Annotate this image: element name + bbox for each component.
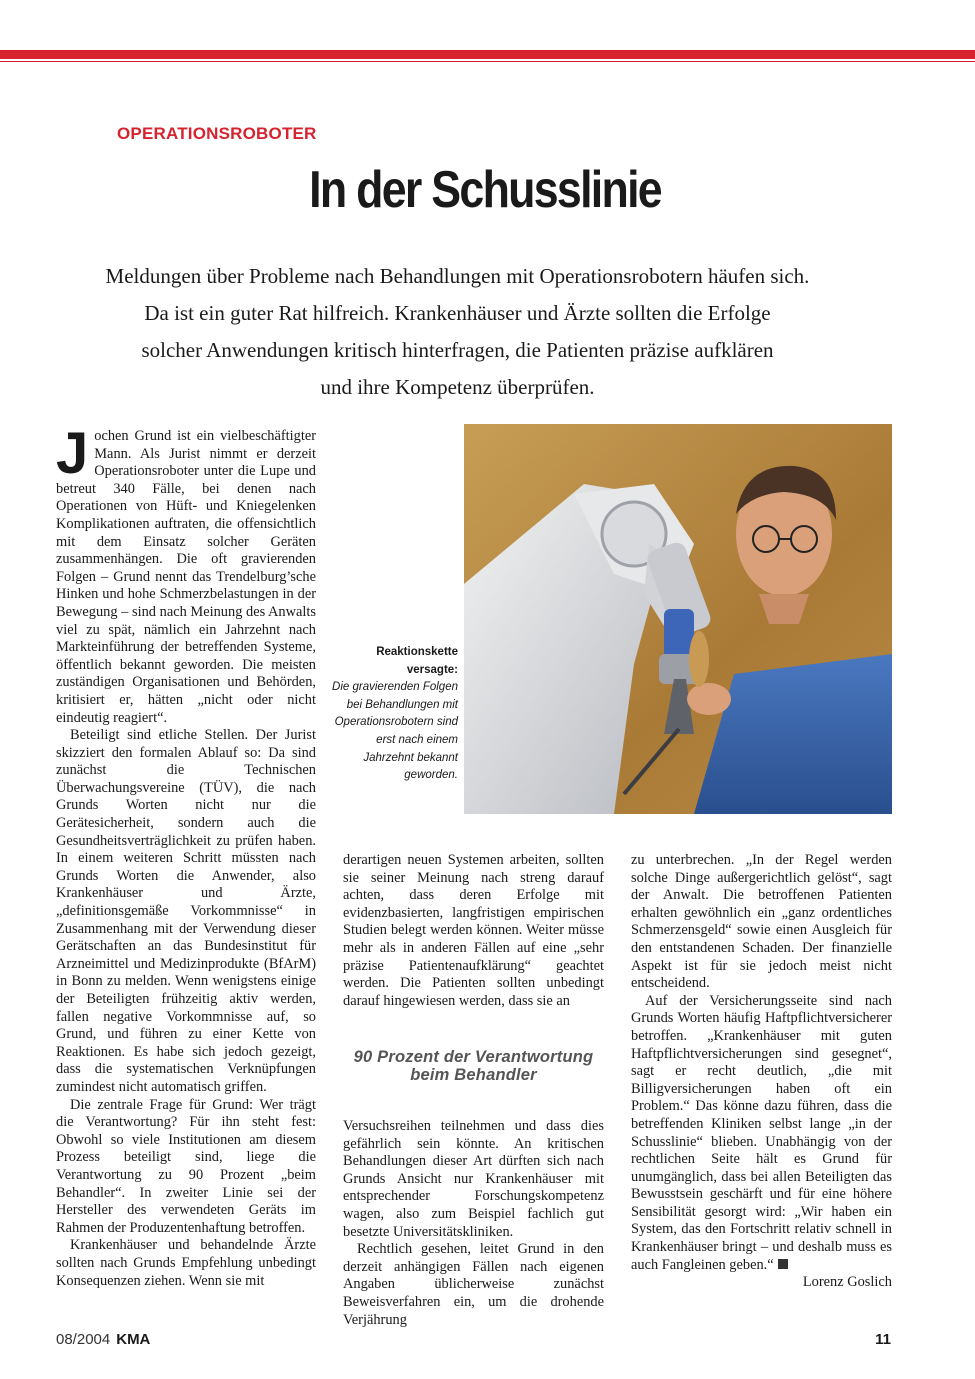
lead-line: Da ist ein guter Rat hilfreich. Krankenhäuser und Ärzte sollten die Erfolge (144, 301, 771, 325)
body-column-1 (56, 421, 316, 1290)
paragraph: Auf der Versicherungsseite sind nach Grunds Worten häufig Haftpflichtversicherer betroffen. „Krankenhäuser mit guten Haftpflichtversicherungen sind gesegnet“, sagt er recht deutlich, „die mit Billigversicherungen haben oft ein Problem.“ Das könne dazu führen, dass die betreffenden Kliniken selbst lange „in der Schusslinie“ blieben. Unabhängig von der rechtlichen Seite hält es Grund für unumgänglich, dass bei allen Beteiligten das Bewusstsein geschärft und für eine höhere Sensibilität gesorgt wird: „Wir haben ein System, das den Fortschritt relativ schnell in Krankenhäuser bringt – und deshalb muss es auch Fangleinen geben.“ (631, 992, 892, 1273)
drop-cap: J (56, 421, 89, 486)
paragraph: Rechtlich gesehen, leitet Grund in den derzeit anhängigen Fällen nach eigenen Angaben üblicherweise zunächst Beweisverfahren ein, um die drohende Verjährung (343, 1241, 604, 1328)
page-number: 11 (875, 1331, 891, 1348)
magazine-name: KMA (116, 1331, 151, 1348)
lead-line: und ihre Kompetenz überprüfen. (320, 375, 595, 399)
paragraph: zu unterbrechen. „In der Regel werden solche Dinge außergerichtlich gelöst“, sagt der Anwalt. Die betroffenen Patienten erhalten gewöhnlich ein „ganz ordentliches Schmerzensgeld“ sowie einen Ausgleich für den entstandenen Schaden. Der finanzielle Aspekt ist für sie jedoch meist nicht entscheidend. (631, 852, 892, 992)
lead-line: Meldungen über Probleme nach Behandlungen mit Operationsrobotern häufen sich. (105, 264, 810, 288)
author-name: Lorenz Goslich (802, 1274, 892, 1291)
article-lead (40, 258, 875, 406)
caption-title: Reaktionskette versagte: (376, 646, 458, 676)
footer-issue (56, 1331, 150, 1348)
section-kicker: OPERATIONSROBOTER (117, 124, 317, 143)
body-column-2-top (343, 852, 604, 1010)
paragraph: Beteiligt sind etliche Stellen. Der Jurist skizziert den formalen Ablauf so: Da sind zunächst die Technischen Überwachungsvereine (TÜV), die nach Grunds Worten nicht nur die Gerätesicherheit, sondern auch die Gesundheitsverträglichkeit zu prüfen haben. In einem weiteren Schritt müssten nach Grunds Worten die Anwender, also Krankenhäuser und Ärzte, „definitionsgemäße Vorkommnisse“ in Zusammenhang mit der Verwendung dieser Gerätschaften an das Bundesinstitut für Arzneimittel und Medizinprodukte (BfArM) in Bonn zu melden. Wenn wenigstens einige der Beteiligten frühzeitig aktiv werden, fallen negative Vorkommnisse auf, so Grund, und führen zu einer Kette von Reaktionen. Es habe sich jedoch gezeigt, dass die systematischen Verknüpfungen zumindest nicht automatisch griffen. (56, 727, 316, 1095)
pull-quote: 90 Prozent der Verantwortung beim Behandler (353, 1048, 594, 1084)
photo-caption (330, 644, 458, 785)
lead-line: solcher Anwendungen kritisch hinterfragen, die Patienten präzise aufklären (141, 338, 774, 362)
robot-surgeon-illustration (464, 424, 892, 814)
article-photo (464, 424, 892, 814)
top-color-bar (0, 50, 975, 62)
paragraph: Versuchsreihen teilnehmen und dass dies gefährlich sein könnte. An kritischen Behandlungen dieser Art dürften sich nach Grunds Ansicht nur Krankenhäuser mit entsprechender Forschungskompetenz wagen, also zum Beispiel fachlich gut besetzte Universitätskliniken. (343, 1118, 604, 1240)
body-column-3 (631, 852, 892, 1292)
paragraph: Die zentrale Frage für Grund: Wer trägt die Verantwortung? Für ihn steht fest: Obwohl so viele Institutionen am diesem Prozess beteiligt sind, liege die Verantwortung zu 90 Prozent „beim Behandler“. In zweiter Linie sei der Hersteller des verwendeten Geräts im Rahmen der Produzentenhaftung betroffen. (56, 1096, 316, 1236)
paragraph: Krankenhäuser und behandelnde Ärzte sollten nach Grunds Empfehlung unbedingt Konsequenzen ziehen. Wenn sie mit (56, 1237, 316, 1289)
end-mark-icon (778, 1259, 788, 1269)
paragraph: Jochen Grund ist ein vielbeschäftigter Mann. Als Jurist nimmt er derzeit Operationsroboter unter die Lupe und betreut 340 Fälle, bei denen nach Operationen von Hüft- und Kniegelenken Komplikationen auftraten, die offensichtlich mit dem Einsatz solcher Geräten zusammenhängen. Die oft gravierenden Folgen – Grund nennt das Trendelburg’sche Hinken und hohe Schmerzbelastungen in der Bewegung – sind nach Meinung des Anwalts viel zu spät, nämlich ein Jahrzehnt nach Markteinführung der betreffenden Systeme, öffentlich bekannt geworden. Die meisten zuständigen Organisationen und Behörden, kritisiert er, hätten „nicht oder nicht eindeutig reagiert“. (56, 421, 316, 726)
issue-date: 08/2004 (56, 1331, 111, 1348)
body-column-2-bottom (343, 1118, 604, 1329)
caption-body: Die gravierenden Folgen bei Behandlungen mit Operationsrobotern sind erst nach einem Jahrzehnt bekannt geworden. (332, 681, 458, 782)
page-title: In der Schusslinie (309, 161, 661, 219)
paragraph: derartigen neuen Systemen arbeiten, sollten sie seiner Meinung nach streng darauf achten, dass deren Erfolge mit evidenzbasierten, langfristigen empirischen Studien belegt werden können. Weiter müsse mehr als in anderen Fällen auf eine „sehr präzise Patientenaufklärung“ geachtet werden. Die Patienten sollten unbedingt darauf hingewiesen werden, dass sie an (343, 852, 604, 1009)
